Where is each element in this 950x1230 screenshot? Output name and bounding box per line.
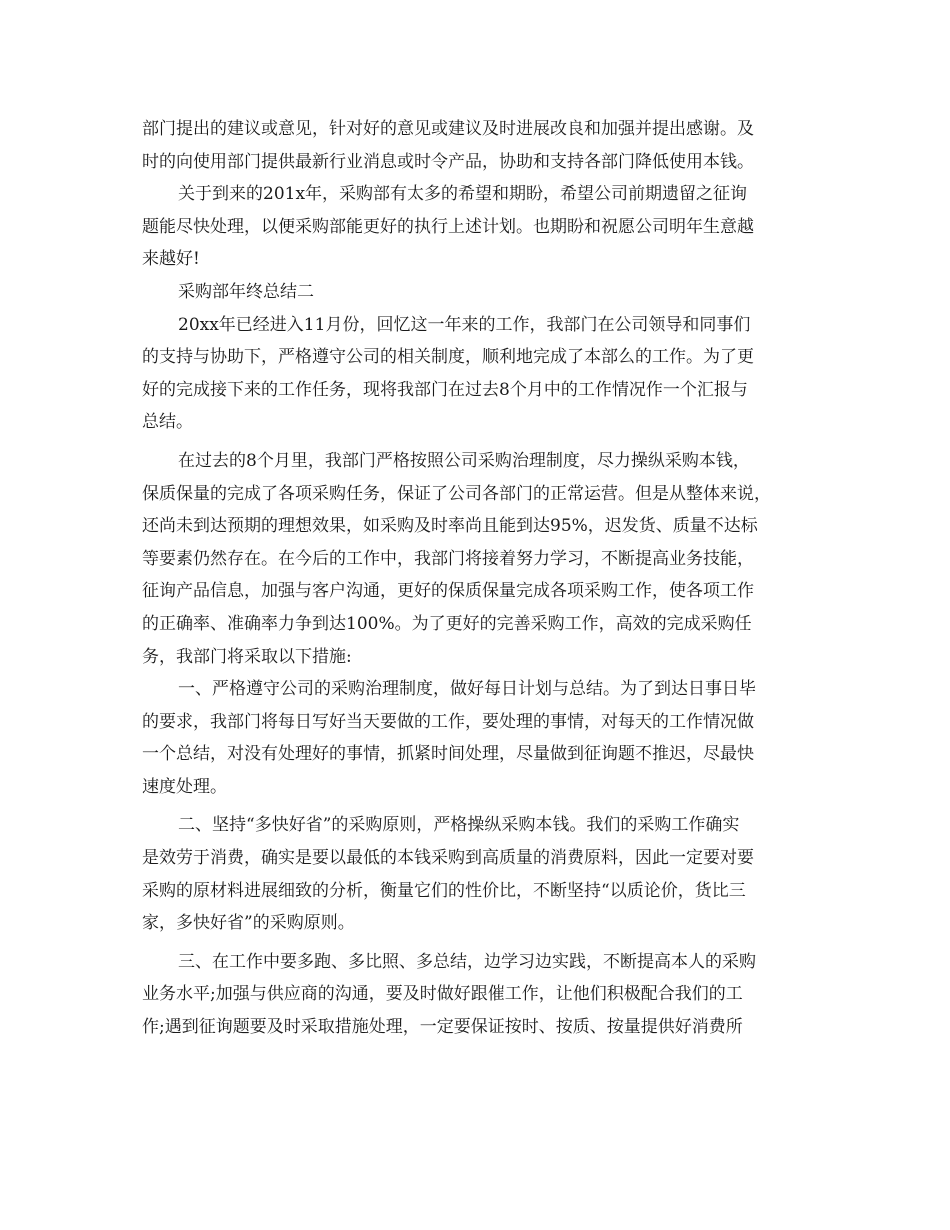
text-line: 在过去的8个月里，我部门严格按照公司采购治理制度，尽力操纵采购本钱， [178,450,750,471]
text-line: 是效劳于消费，确实是要以最低的本钱采购到高质量的消费原料，因此一定要对要 [142,848,754,869]
text-line: 的要求，我部门将每日写好当天要做的工作，要处理的事情，对每天的工作情况做 [142,711,754,732]
text-line: 家，多快好省”的采购原则。 [142,913,355,934]
text-line: 保质保量的完成了各项采购任务，保证了公司各部门的正常运营。但是从整体来说， [142,483,771,504]
text-line: 三、在工作中要多跑、多比照、多总结，边学习边实践，不断提高本人的采购 [178,951,756,972]
text-line: 征询产品信息，加强与客户沟通，更好的保质保量完成各项采购工作，使各项工作 [142,581,754,602]
text-line: 等要素仍然存在。在今后的工作中，我部门将接着努力学习，不断提高业务技能， [142,548,754,569]
text-line: 速度处理。 [142,776,227,797]
text-line: 业务水平;加强与供应商的沟通，要及时做好跟催工作，让他们积极配合我们的工 [142,984,743,1005]
text-line: 一、严格遵守公司的采购治理制度，做好每日计划与总结。为了到达日事日毕 [178,679,756,700]
text-line: 务，我部门将采取以下措施: [142,646,352,667]
text-line: 采购的原材料进展细致的分析，衡量它们的性价比，不断坚持“以质论价，货比三 [142,880,746,901]
document-body [142,113,812,1044]
text-line: 来越好! [142,249,200,270]
text-line: 采购部年终总结二 [178,281,314,302]
text-line: 的正确率、准确率力争到达100%。为了更好的完善采购工作，高效的完成采购任 [142,613,752,634]
text-line: 一个总结，对没有处理好的事情，抓紧时间处理，尽量做到征询题不推迟，尽最快 [142,744,754,765]
text-line: 题能尽快处理，以便采购部能更好的执行上述计划。也期盼和祝愿公司明年生意越 [142,216,754,237]
text-line: 总结。 [142,412,193,433]
text-line: 时的向使用部门提供最新行业消息或时令产品，协助和支持各部门降低使用本钱。 [142,151,754,172]
text-line: 好的完成接下来的工作任务，现将我部门在过去8个月中的工作情况作一个汇报与 [142,379,748,400]
text-line: 关于到来的201x年，采购部有太多的希望和期盼，希望公司前期遗留之征询 [178,184,748,205]
text-line: 作;遇到征询题要及时采取措施处理，一定要保证按时、按质、按量提供好消费所 [142,1017,743,1038]
text-line: 二、坚持“多快好省”的采购原则，严格操纵采购本钱。我们的采购工作确实 [178,815,740,836]
text-line: 部门提出的建议或意见，针对好的意见或建议及时进展改良和加强并提出感谢。及 [142,119,754,139]
text-line: 的支持与协助下，严格遵守公司的相关制度，顺利地完成了本部么的工作。为了更 [142,347,754,368]
text-line: 还尚未到达预期的理想效果，如采购及时率尚且能到达95%，迟发货、质量不达标 [142,516,758,537]
text-line: 20xx年已经进入11月份，回忆这一年来的工作，我部门在公司领导和同事们 [178,314,751,335]
